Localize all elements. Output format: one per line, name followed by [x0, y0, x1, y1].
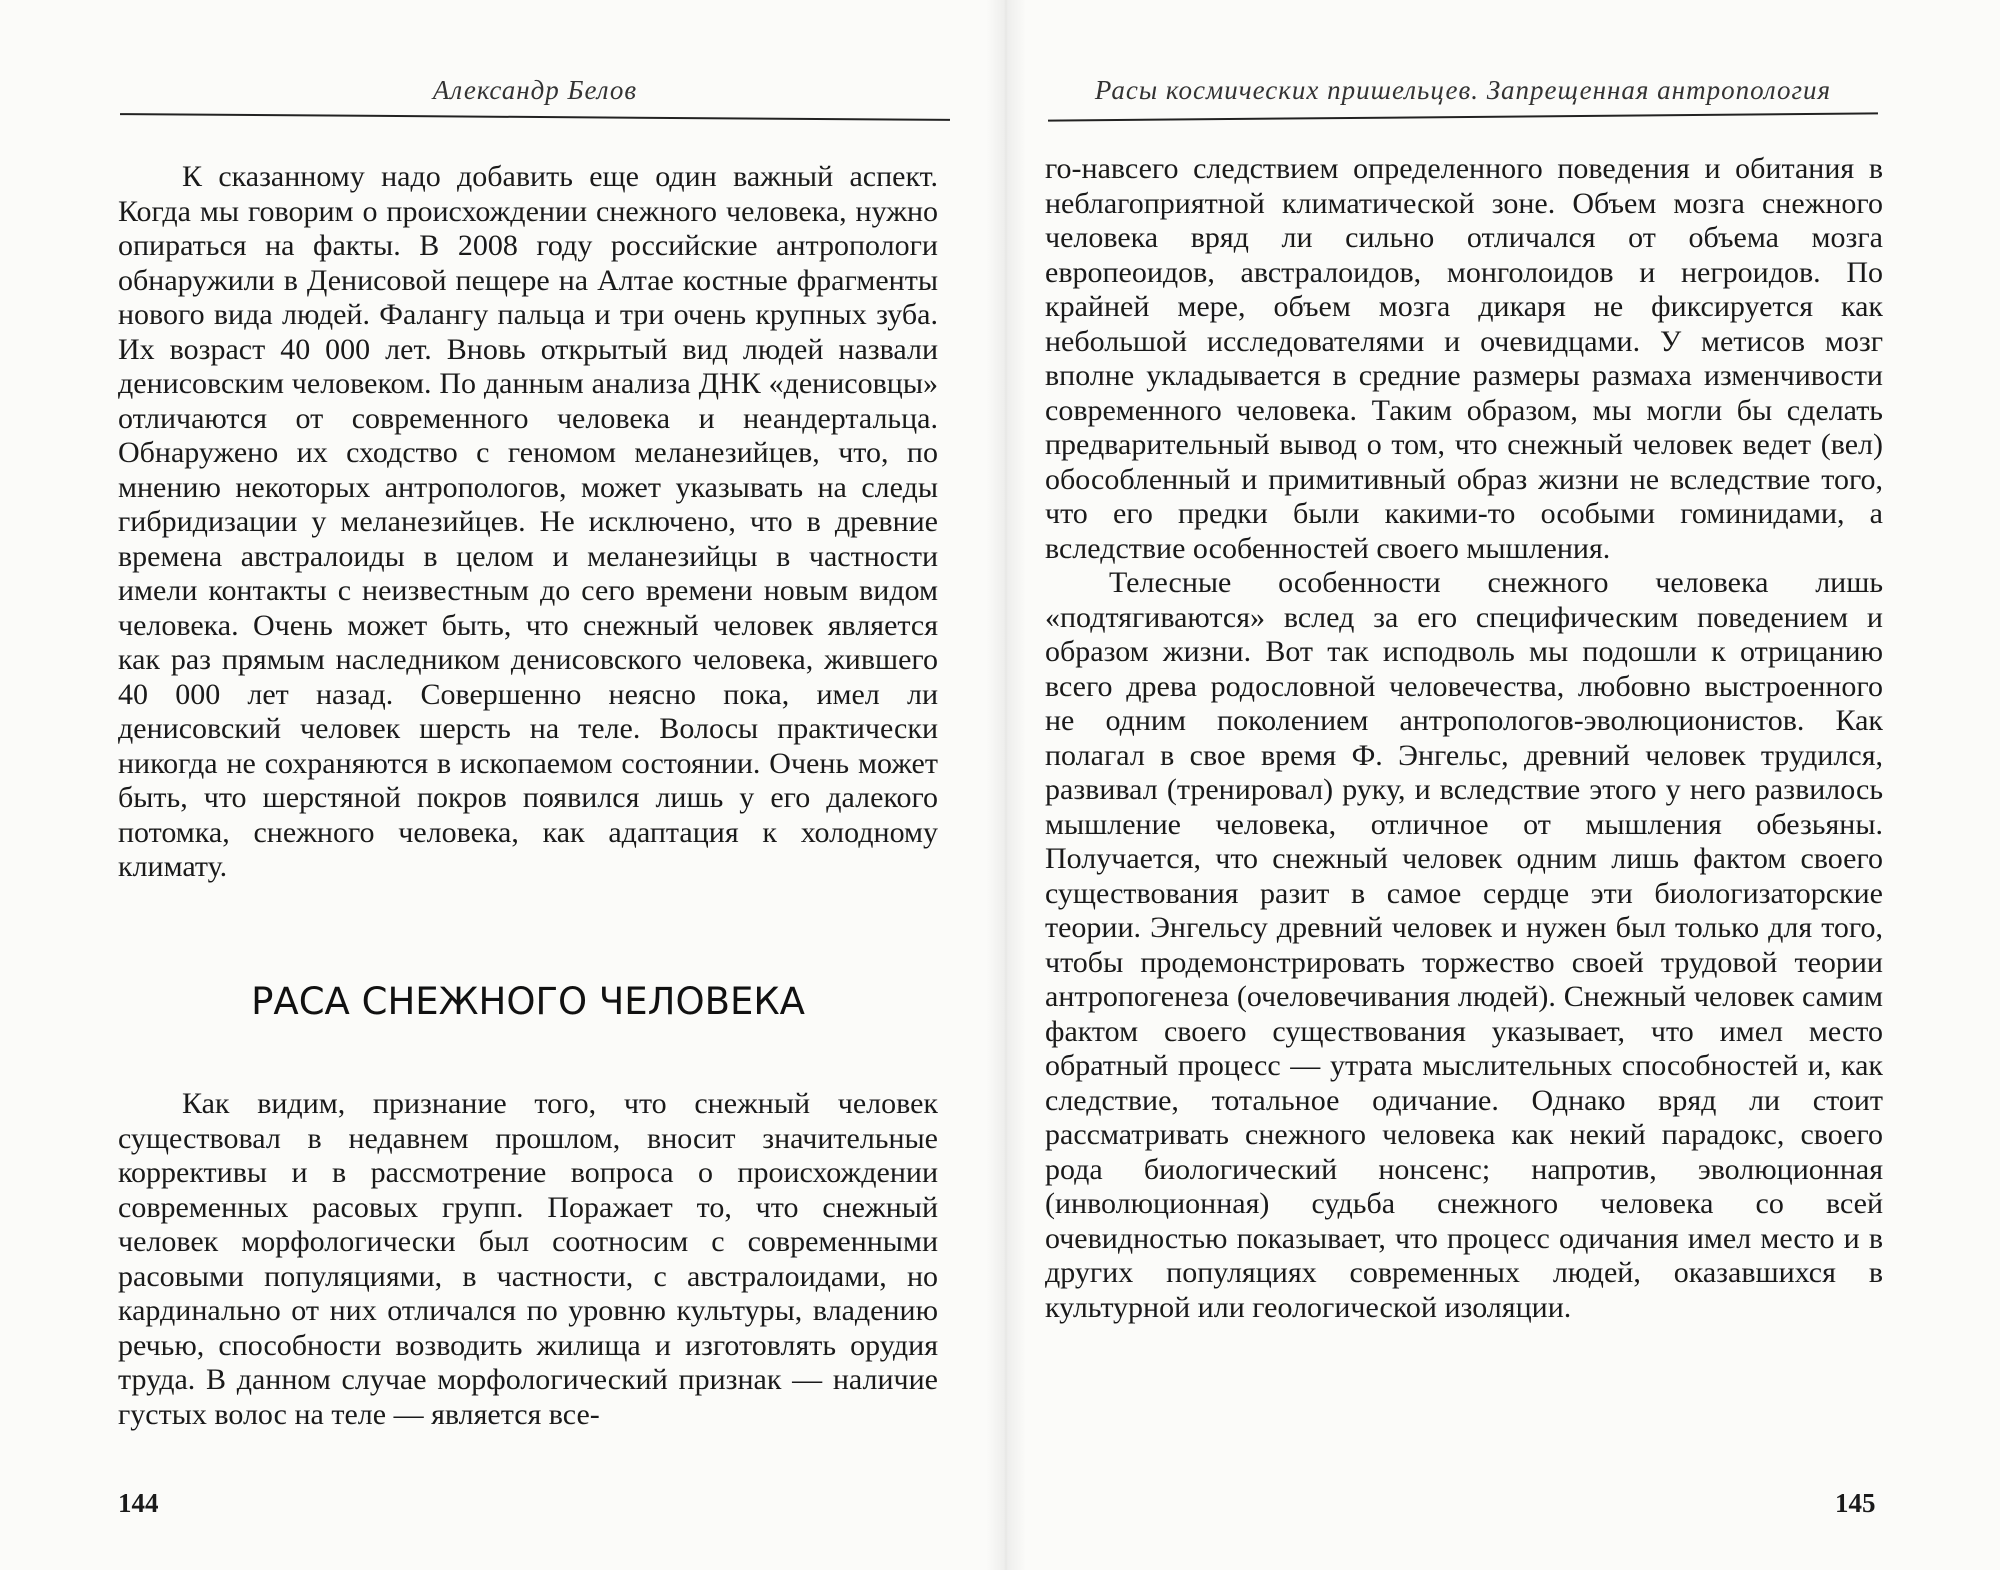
- body-paragraph: К сказанному надо добавить еще один важный аспект. Когда мы говорим о происхождении снежного человека, нужно опираться на факты. В 2008 году российские антропологи обнаружили в Денисовой пещере на Алтае костные фрагменты нового вида людей. Фалангу пальца и три очень крупных зуба. Их возраст 40 000 лет. Вновь открытый вид людей назвали денисовским человеком. По данным анализа ДНК «денисовцы» отличаются от современного человека и неандертальца. Обнаружено их сходство с геномом меланезийцев, что, по мнению некоторых антропологов, может указывать на следы гибридизации у меланезийцев. Не исключено, что в древние времена австралоиды в целом и меланезийцы в частности имели контакты с неизвестным до сего времени новым видом человека. Очень может быть, что снежный человек является как раз прямым наследником денисовского человека, жившего 40 000 лет назад. Совершенно неясно пока, имел ли денисовский человек шерсть на теле. Волосы практически никогда не сохраняются в ископаемом состоянии. Очень может быть, что шерстяной покров появился лишь у его далекого потомка, снежного человека, как адаптация к холодному климату.: [118, 160, 938, 883]
- right-page: [1000, 0, 2000, 1570]
- left-upper-text: [118, 160, 938, 885]
- body-paragraph: го-навсего следствием определенного поведения и обитания в неблагоприятной климатической зоне. Объем мозга снежного человека вряд ли сильно отличался от объема мозга европеоидов, австралоидов, монголоидов и негроидов. По крайней мере, объем мозга дикаря не фиксируется как небольшой исследователями и очевидцами. У метисов мозг вполне укладывается в средние размеры размаха изменчивости современного человека. Таким образом, мы могли бы сделать предварительный вывод о том, что снежный человек ведет (вел) обособленный и примитивный образ жизни не вследствие того, что его предки были какими-то особыми гоминидами, а вследствие особенностей своего мышления.: [1045, 152, 1883, 565]
- body-paragraph: Как видим, признание того, что снежный человек существовал в недавнем прошлом, вносит значительные коррективы и в рассмотрение вопроса о происхождении современных расовых групп. Поражает то, что снежный человек морфологически был соотносим с современными расовыми популяциями, в частности, с австралоидами, но кардинально от них отличался по уровню культуры, владению речью, способности возводить жилища и изготовлять орудия труда. В данном случае морфологический признак — наличие густых волос на теле — является все-: [118, 1087, 938, 1431]
- right-text: [1045, 152, 1883, 1325]
- body-paragraph: Телесные особенности снежного человека лишь «подтягиваются» вслед за его специфическим поведением и образом жизни. Вот так исподволь мы подошли к отрицанию всего древа родословной человечества, любовно выстроенного не одним поколением антропологов-эволюционистов. Как полагал в свое время Ф. Энгельс, древний человек трудился, развивал (тренировал) руку, и вследствие этого у него развилось мышление человека, отличное от мышления обезьяны. Получается, что снежный человек одним лишь фактом своего существования разит в самое сердце эти биологизаторские теории. Энгельсу древний человек и нужен был только для того, чтобы продемонстрировать торжество своей трудовой теории антропогенеза (очеловечивания людей). Снежный человек самим фактом своего существования указывает, что имел место обратный процесс — утрата мыслительных способностей и, как следствие, тотальное одичание. Однако вряд ли стоит рассматривать снежного человека как некий парадокс, своего рода биологический нонсенс; напротив, эволюционная (инволюционная) судьба снежного человека со всей очевидностью показывает, что процесс одичания имел место и в других популяциях современных людей, оказавшихся в культурной или геологической изоляции.: [1045, 566, 1883, 1324]
- left-lower-text: [118, 1087, 938, 1432]
- running-head-title: Расы космических пришельцев. Запрещенная антропология: [1094, 75, 1832, 105]
- header-rule: [1048, 112, 1878, 121]
- page-number: 144: [118, 1488, 159, 1518]
- section-title: РАСА СНЕЖНОГО ЧЕЛОВЕКА: [251, 980, 805, 1023]
- header-rule: [120, 113, 950, 121]
- running-head-author: Александр Белов: [432, 75, 638, 105]
- page-number: 145: [1835, 1488, 1876, 1518]
